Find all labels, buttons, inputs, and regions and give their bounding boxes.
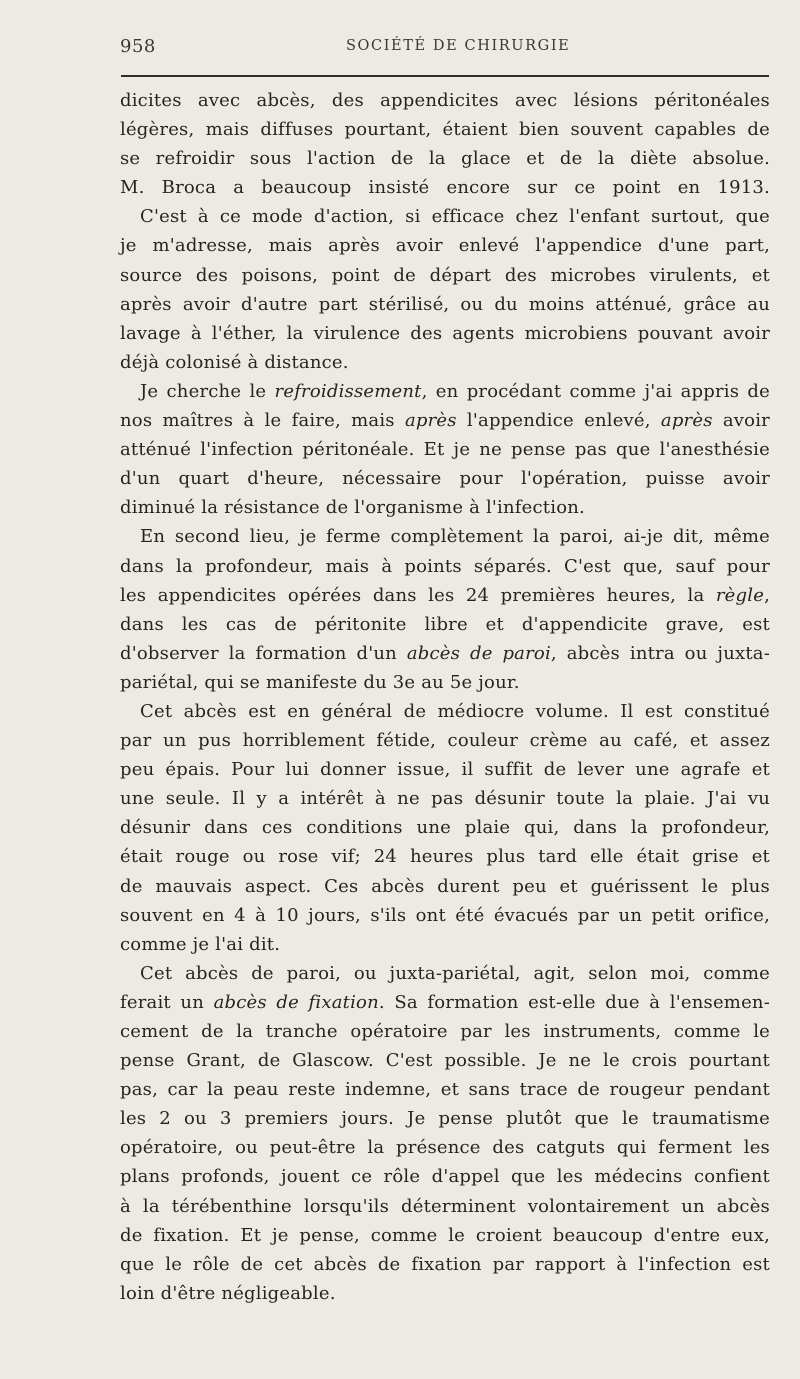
header-rule (121, 75, 769, 77)
text-line (120, 1104, 770, 1133)
text-segment: . Sa formation est-elle due à l'ensemen- (378, 991, 770, 1013)
text-segment: diminué la résistance de l'organisme à l'infection. (120, 497, 585, 519)
text-line (120, 581, 770, 610)
text-line (120, 552, 770, 581)
italic-text: après (404, 410, 457, 432)
text-line (120, 1046, 770, 1075)
text-line (120, 1075, 770, 1104)
text-segment: je m'adresse, mais après avoir enlevé l'appendice d'une part, (120, 235, 770, 257)
text-segment: En second lieu, je ferme complètement la paroi, ai-je dit, même (140, 526, 770, 548)
italic-text: abcès de paroi (406, 642, 551, 664)
text-segment: après avoir d'autre part stérilisé, ou du moins atténué, grâce au (120, 293, 770, 315)
text-line (120, 231, 770, 260)
text-segment: que le rôle de cet abcès de fixation par rapport à l'infection est (120, 1253, 770, 1275)
text-segment: lavage à l'éther, la virulence des agents microbiens pouvant avoir (120, 322, 770, 344)
body-text (120, 86, 770, 1308)
text-line (120, 1162, 770, 1191)
text-segment: ferait un (120, 991, 214, 1013)
text-segment: de fixation. Et je pense, comme le croient beaucoup d'entre eux, (120, 1224, 770, 1246)
running-title: SOCIÉTÉ DE CHIRURGIE (346, 38, 571, 54)
text-segment: source des poisons, point de départ des microbes virulents, et (120, 264, 770, 286)
text-segment: était rouge ou rose vif; 24 heures plus tard elle était grise et (120, 846, 770, 868)
text-segment: pas, car la peau reste indemne, et sans trace de rougeur pendant (120, 1079, 770, 1101)
text-line (120, 1192, 770, 1221)
text-segment: une seule. Il y a intérêt à ne pas désunir toute la plaie. J'ai vu (120, 788, 770, 810)
text-segment: Je cherche le (140, 380, 275, 402)
text-segment: loin d'être négligeable. (120, 1282, 336, 1304)
text-line (120, 86, 770, 115)
text-line (120, 464, 770, 493)
text-segment: pariétal, qui se manifeste du 3e au 5e jour. (120, 671, 520, 693)
page-header (120, 36, 770, 60)
text-line (120, 290, 770, 319)
italic-text: règle (715, 584, 765, 606)
text-line (120, 872, 770, 901)
text-segment: d'un quart d'heure, nécessaire pour l'opération, puisse avoir (120, 468, 770, 490)
text-line (120, 522, 770, 551)
text-line (120, 668, 770, 697)
text-segment: par un pus horriblement fétide, couleur crème au café, et assez (120, 730, 770, 752)
text-segment: se refroidir sous l'action de la glace et de la diète absolue. (120, 148, 770, 170)
text-line (120, 115, 770, 144)
text-line (120, 435, 770, 464)
italic-text: après (660, 410, 713, 432)
text-segment: souvent en 4 à 10 jours, s'ils ont été évacués par un petit orifice, (120, 904, 770, 926)
text-segment: peu épais. Pour lui donner issue, il suffit de lever une agrafe et (120, 759, 770, 781)
text-line (120, 1221, 770, 1250)
text-segment: M. Broca a beaucoup insisté encore sur ce point en 1913. (120, 177, 770, 199)
text-line (120, 813, 770, 842)
text-line (120, 959, 770, 988)
text-segment: nos maîtres à le faire, mais (120, 410, 405, 432)
text-segment: , abcès intra ou juxta- (550, 642, 770, 664)
text-line (120, 1279, 770, 1308)
text-segment: pense Grant, de Glascow. C'est possible. Je ne le crois pourtant (120, 1050, 770, 1072)
text-line (120, 1250, 770, 1279)
text-line (120, 988, 770, 1017)
text-line (120, 697, 770, 726)
text-line (120, 348, 770, 377)
italic-text: abcès de fixation (213, 991, 379, 1013)
text-segment: désunir dans ces conditions une plaie qui, dans la profondeur, (120, 817, 770, 839)
text-segment: les appendicites opérées dans les 24 premières heures, la (120, 584, 716, 606)
text-line (120, 319, 770, 348)
text-segment: de mauvais aspect. Ces abcès durent peu et guérissent le plus (120, 875, 770, 897)
text-line (120, 202, 770, 231)
text-line (120, 784, 770, 813)
text-line (120, 1017, 770, 1046)
text-line (120, 493, 770, 522)
italic-text: refroidissement (274, 380, 422, 402)
text-segment: dans les cas de péritonite libre et d'appendicite grave, est (120, 613, 770, 635)
text-segment: comme je l'ai dit. (120, 933, 281, 955)
text-segment: cement de la tranche opératoire par les instruments, comme le (120, 1021, 770, 1042)
text-segment: d'observer la formation d'un (120, 642, 407, 664)
text-segment: plans profonds, jouent ce rôle d'appel que les médecins confient (120, 1166, 770, 1188)
text-line (120, 261, 770, 290)
text-segment: les 2 ou 3 premiers jours. Je pense plutôt que le traumatisme (120, 1108, 770, 1130)
text-segment: C'est à ce mode d'action, si efficace chez l'enfant surtout, que (140, 206, 770, 228)
text-segment: atténué l'infection péritonéale. Et je ne pense pas que l'anesthésie (120, 439, 770, 461)
text-line (120, 610, 770, 639)
text-segment: légères, mais diffuses pourtant, étaient bien souvent capables de (120, 119, 770, 141)
text-line (120, 173, 770, 202)
text-segment: à la térébenthine lorsqu'ils déterminent volontairement un abcès (120, 1195, 770, 1217)
text-segment: dicites avec abcès, des appendicites avec lésions péritonéales (120, 90, 770, 111)
text-line (120, 901, 770, 930)
text-segment: Cet abcès de paroi, ou juxta-pariétal, agit, selon moi, comme (140, 962, 770, 984)
text-line (120, 1133, 770, 1162)
text-line (120, 726, 770, 755)
text-line (120, 755, 770, 784)
text-segment: dans la profondeur, mais à points séparés. C'est que, sauf pour (120, 555, 770, 577)
text-segment: l'appendice enlevé, (456, 410, 661, 432)
text-segment: avoir (712, 410, 770, 432)
text-line (120, 842, 770, 871)
text-line (120, 639, 770, 668)
text-segment: Cet abcès est en général de médiocre volume. Il est constitué (140, 700, 770, 722)
text-segment: déjà colonisé à distance. (120, 351, 349, 373)
text-segment: opératoire, ou peut-être la présence des catguts qui ferment les (120, 1137, 770, 1159)
text-line (120, 406, 770, 435)
text-segment: , (764, 584, 770, 606)
text-segment: , en procédant comme j'ai appris de (421, 380, 770, 402)
text-line (120, 144, 770, 173)
text-line (120, 930, 770, 959)
text-line (120, 377, 770, 406)
page-number: 958 (120, 36, 156, 57)
